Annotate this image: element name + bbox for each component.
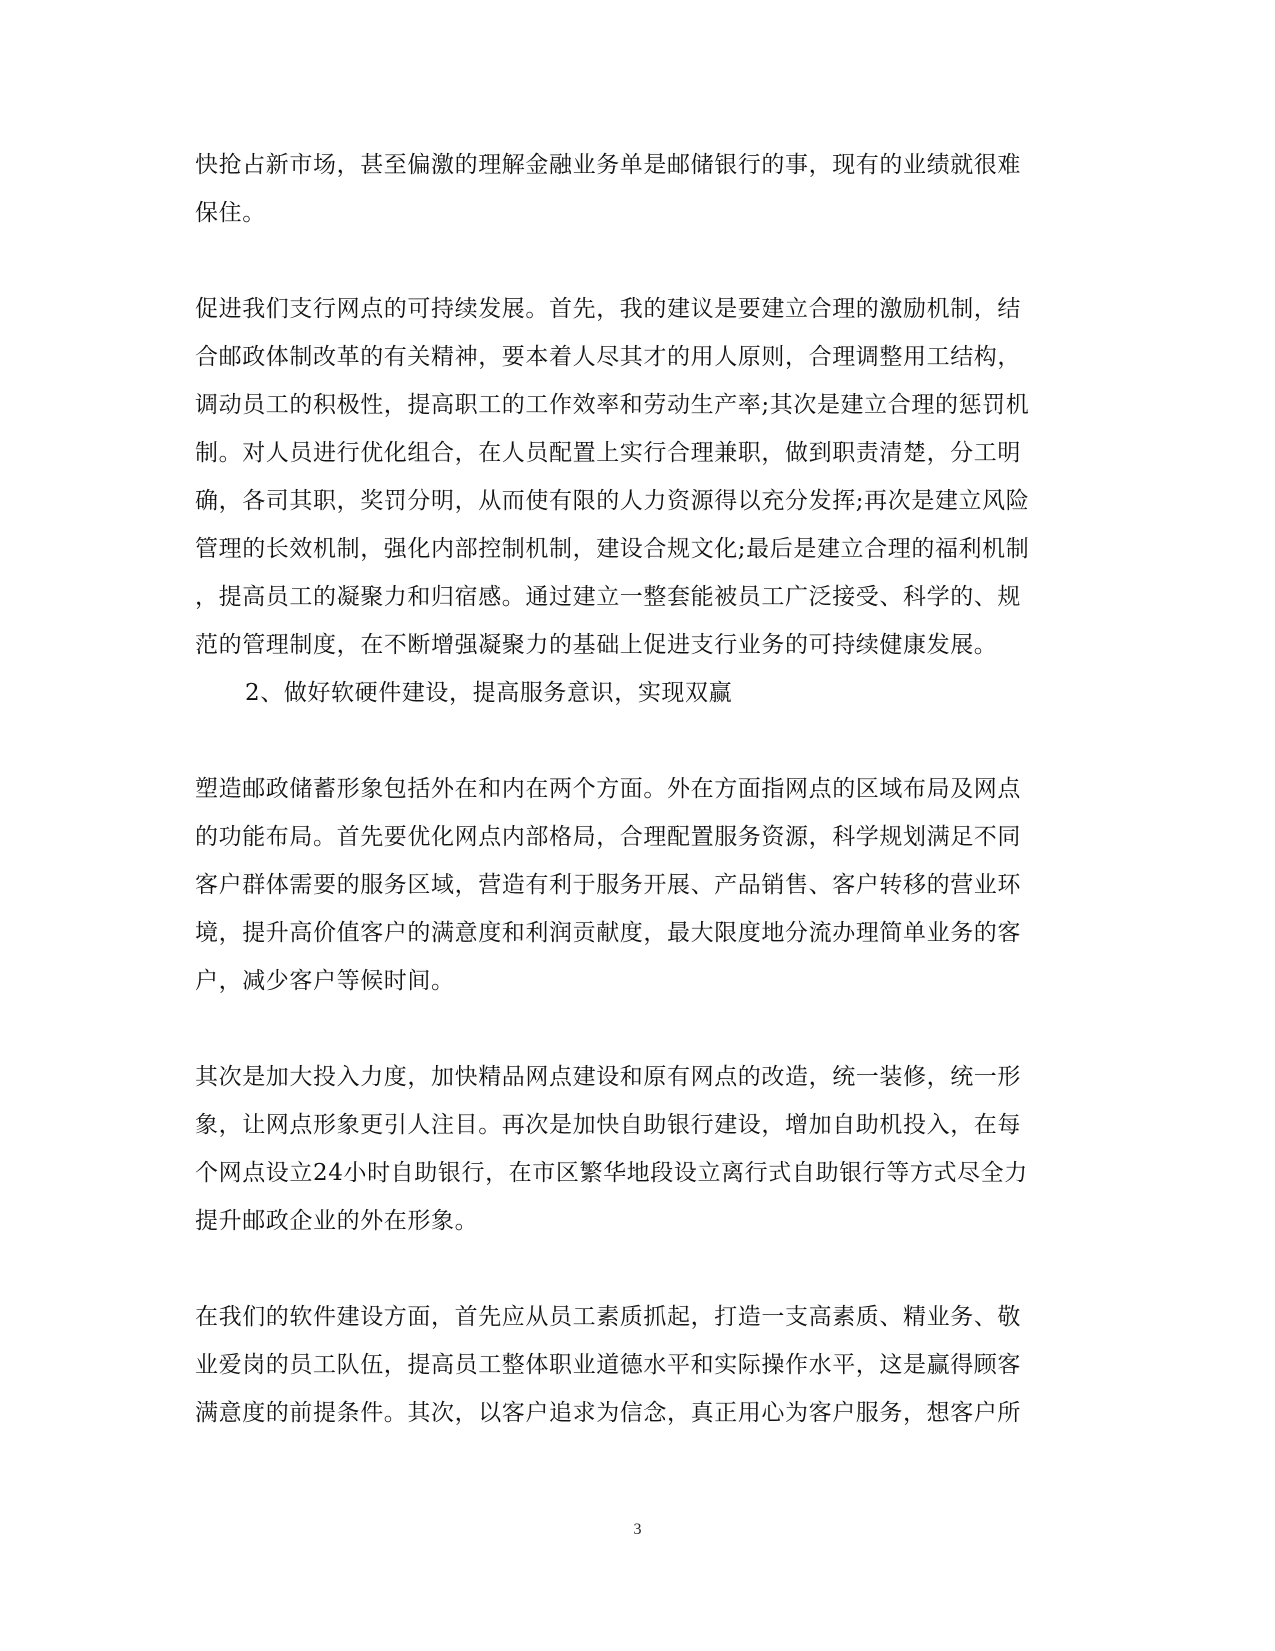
paragraph-2-line-5: 确，各司其职，奖罚分明，从而使有限的人力资源得以充分发挥;再次是建立风险 <box>195 488 1030 514</box>
paragraph-4-line-3: 个网点设立24小时自助银行，在市区繁华地段设立离行式自助银行等方式尽全力 <box>195 1160 1028 1186</box>
paragraph-4-line-1: 其次是加大投入力度，加快精品网点建设和原有网点的改造，统一装修，统一形 <box>195 1064 1021 1090</box>
paragraph-3-line-4: 境，提升高价值客户的满意度和利润贡献度，最大限度地分流办理简单业务的客 <box>195 920 1021 946</box>
paragraph-1-line-1: 快抢占新市场，甚至偏激的理解金融业务单是邮储银行的事，现有的业绩就很难 <box>195 152 1021 178</box>
paragraph-2-line-1: 促进我们支行网点的可持续发展。首先，我的建议是要建立合理的激励机制，结 <box>195 296 1021 322</box>
paragraph-2-line-8: 范的管理制度，在不断增强凝聚力的基础上促进支行业务的可持续健康发展。 <box>195 632 998 658</box>
paragraph-2-line-4: 制。对人员进行优化组合，在人员配置上实行合理兼职，做到职责清楚，分工明 <box>195 440 1021 466</box>
paragraph-2-line-6: 管理的长效机制，强化内部控制机制，建设合规文化;最后是建立合理的福利机制 <box>195 536 1030 562</box>
paragraph-4-line-2: 象，让网点形象更引人注目。再次是加快自助银行建设，增加自助机投入，在每 <box>195 1112 1021 1138</box>
paragraph-3-line-3: 客户群体需要的服务区域，营造有利于服务开展、产品销售、客户转移的营业环 <box>195 872 1021 898</box>
paragraph-3-line-5: 户，减少客户等候时间。 <box>195 968 455 994</box>
paragraph-1-line-2: 保住。 <box>195 200 266 226</box>
paragraph-5-line-1: 在我们的软件建设方面，首先应从员工素质抓起，打造一支高素质、精业务、敬 <box>195 1304 1021 1330</box>
paragraph-5-line-2: 业爱岗的员工队伍，提高员工整体职业道德水平和实际操作水平，这是赢得顾客 <box>195 1352 1021 1378</box>
paragraph-2-line-7: ，提高员工的凝聚力和归宿感。通过建立一整套能被员工广泛接受、科学的、规 <box>195 584 1021 610</box>
paragraph-2-line-3: 调动员工的积极性，提高职工的工作效率和劳动生产率;其次是建立合理的惩罚机 <box>195 392 1030 418</box>
paragraph-5-line-3: 满意度的前提条件。其次，以客户追求为信念，真正用心为客户服务，想客户所 <box>195 1400 1021 1426</box>
page-number: 3 <box>633 1521 642 1538</box>
paragraph-4-line-4: 提升邮政企业的外在形象。 <box>195 1208 479 1234</box>
paragraph-3-line-2: 的功能布局。首先要优化网点内部格局，合理配置服务资源，科学规划满足不同 <box>195 824 1021 850</box>
paragraph-3-line-1: 塑造邮政储蓄形象包括外在和内在两个方面。外在方面指网点的区域布局及网点 <box>195 776 1021 802</box>
paragraph-2-line-2: 合邮政体制改革的有关精神，要本着人尽其才的用人原则，合理调整用工结构， <box>195 344 1021 370</box>
section-heading: 2、做好软硬件建设，提高服务意识，实现双赢 <box>245 680 733 706</box>
